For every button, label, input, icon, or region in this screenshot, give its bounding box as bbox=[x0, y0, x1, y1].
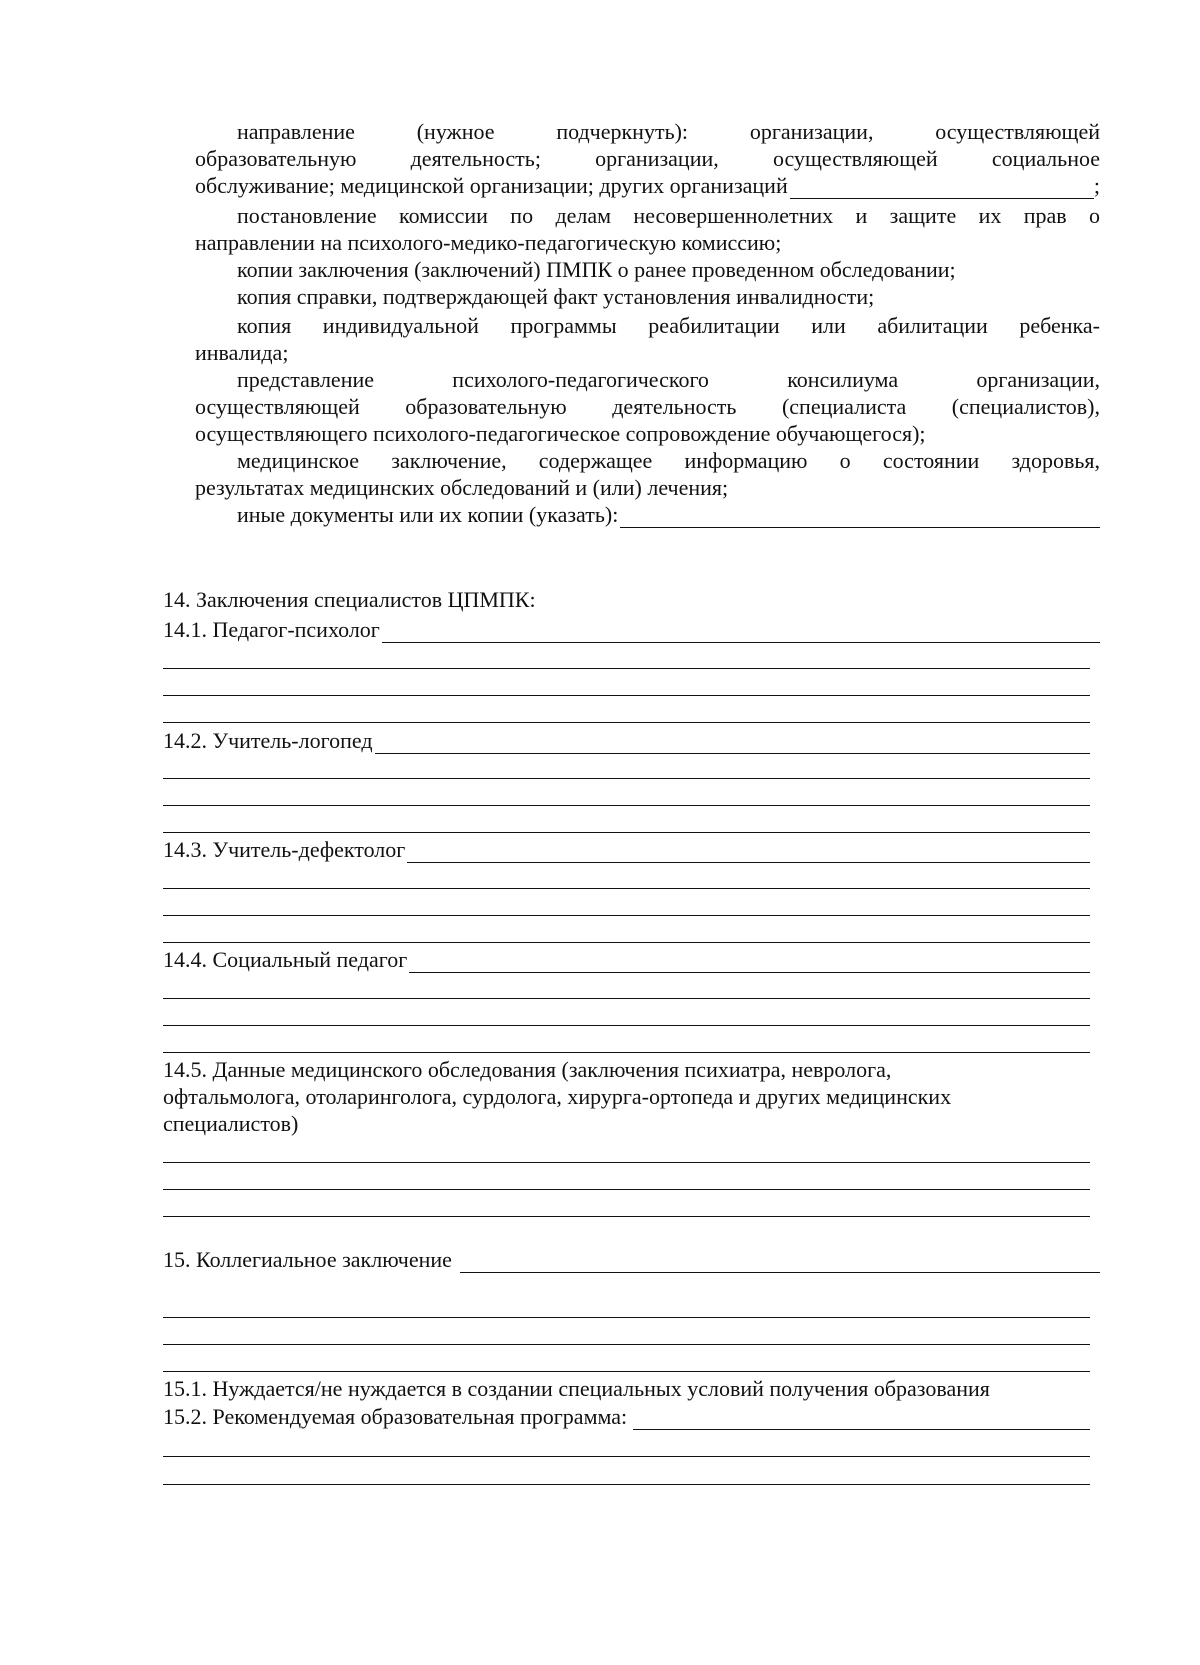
speech-therapist-blank-field[interactable] bbox=[375, 733, 1090, 754]
blank-line[interactable] bbox=[163, 1317, 1090, 1318]
defectologist-blank-field[interactable] bbox=[407, 842, 1090, 863]
psychologist-row bbox=[163, 616, 1100, 643]
social-pedagogue-blank-field[interactable] bbox=[409, 952, 1090, 973]
defectologist-label: 14.3. Учитель-дефектолог bbox=[163, 837, 406, 862]
blank-line[interactable] bbox=[163, 832, 1090, 833]
text-line: направление (нужное подчеркнуть): организации, осуществляющей bbox=[237, 119, 1100, 144]
blank-line[interactable] bbox=[163, 1025, 1090, 1026]
social-pedagogue-row bbox=[163, 946, 1090, 973]
text-line: направлении на психолого-медико-педагогическую комиссию; bbox=[195, 230, 782, 255]
speech-therapist-row bbox=[163, 727, 1090, 754]
text-line: обслуживание; медицинской организации; других организаций bbox=[195, 173, 788, 198]
medical-examination-label bbox=[163, 1056, 1063, 1137]
text-line: постановление комиссии по делам несовершеннолетних и защите их прав о bbox=[237, 203, 1100, 228]
text-line: медицинское заключение, содержащее информацию о состоянии здоровья, bbox=[237, 448, 1100, 473]
text-line: специалистов) bbox=[163, 1111, 299, 1136]
text-line: копия индивидуальной программы реабилитации или абилитации ребенка- bbox=[237, 313, 1100, 338]
blank-line[interactable] bbox=[163, 778, 1090, 779]
speech-therapist-label: 14.2. Учитель-логопед bbox=[163, 728, 373, 753]
text-line: инвалида; bbox=[195, 340, 289, 365]
other-orgs-blank-field[interactable] bbox=[790, 178, 1094, 199]
collegial-conclusion-row bbox=[163, 1246, 1100, 1273]
paragraph-rehabilitation-program bbox=[195, 312, 1100, 366]
recommended-program-label: 15.2. Рекомендуемая образовательная программа: bbox=[163, 1404, 628, 1429]
text-line: 14.5. Данные медицинского обследования (заключения психиатра, невролога, bbox=[163, 1057, 892, 1082]
paragraph-medical-conclusion bbox=[195, 447, 1100, 501]
text-line: копия справки, подтверждающей факт установления инвалидности; bbox=[237, 284, 875, 309]
recommended-program-blank-field[interactable] bbox=[633, 1409, 1090, 1430]
blank-line[interactable] bbox=[163, 1162, 1090, 1163]
text-semicolon: ; bbox=[1093, 173, 1100, 198]
blank-line[interactable] bbox=[163, 1344, 1090, 1345]
text-line: копии заключения (заключений) ПМПК о ранее проведенном обследовании; bbox=[237, 257, 956, 282]
text-line: осуществляющего психолого-педагогическое сопровождение обучающегося); bbox=[195, 421, 926, 446]
special-conditions-line: 15.1. Нуждается/не нуждается в создании специальных условий получения образования bbox=[163, 1376, 990, 1401]
paragraph-referral bbox=[195, 118, 1100, 172]
blank-line[interactable] bbox=[163, 805, 1090, 806]
text-line: представление психолого-педагогического консилиума организации, bbox=[237, 367, 1100, 392]
text-line: образовательную деятельность; организации, осуществляющей социальное bbox=[195, 146, 1100, 171]
paragraph-disability-certificate bbox=[195, 283, 1100, 310]
blank-line[interactable] bbox=[163, 1052, 1090, 1053]
psychologist-blank-field[interactable] bbox=[382, 622, 1100, 643]
other-documents-row bbox=[195, 501, 1100, 528]
psychologist-label: 14.1. Педагог-психолог bbox=[163, 617, 380, 642]
blank-line[interactable] bbox=[163, 1216, 1090, 1217]
other-documents-blank-field[interactable] bbox=[620, 507, 1100, 528]
blank-line[interactable] bbox=[163, 942, 1090, 943]
text-line: офтальмолога, отоларинголога, сурдолога, хирурга-ортопеда и других медицинских bbox=[163, 1084, 952, 1109]
blank-line[interactable] bbox=[163, 722, 1090, 723]
blank-line[interactable] bbox=[163, 915, 1090, 916]
collegial-conclusion-label: 15. Коллегиальное заключение bbox=[163, 1247, 452, 1272]
blank-line[interactable] bbox=[163, 998, 1090, 999]
defectologist-row bbox=[163, 836, 1090, 863]
blank-line[interactable] bbox=[163, 1189, 1090, 1190]
recommended-program-row bbox=[163, 1403, 1090, 1430]
blank-line[interactable] bbox=[163, 695, 1090, 696]
paragraph-pmpk-copies bbox=[195, 256, 1100, 283]
text-line: иные документы или их копии (указать): bbox=[237, 502, 619, 527]
text-line: результатах медицинских обследований и (или) лечения; bbox=[195, 475, 729, 500]
social-pedagogue-label: 14.4. Социальный педагог bbox=[163, 947, 408, 972]
blank-line[interactable] bbox=[163, 1456, 1090, 1457]
referral-other-orgs-row bbox=[195, 172, 1100, 199]
text-line: осуществляющей образовательную деятельность (специалиста (специалистов), bbox=[195, 394, 1100, 419]
blank-line[interactable] bbox=[163, 1371, 1090, 1372]
blank-line[interactable] bbox=[163, 888, 1090, 889]
collegial-conclusion-blank-field[interactable] bbox=[460, 1252, 1100, 1273]
blank-line[interactable] bbox=[163, 668, 1090, 669]
paragraph-commission-resolution bbox=[195, 202, 1100, 256]
paragraph-consilium bbox=[195, 366, 1100, 447]
section-14-title: 14. Заключения специалистов ЦПМПК: bbox=[163, 587, 536, 612]
blank-line[interactable] bbox=[163, 1484, 1090, 1485]
